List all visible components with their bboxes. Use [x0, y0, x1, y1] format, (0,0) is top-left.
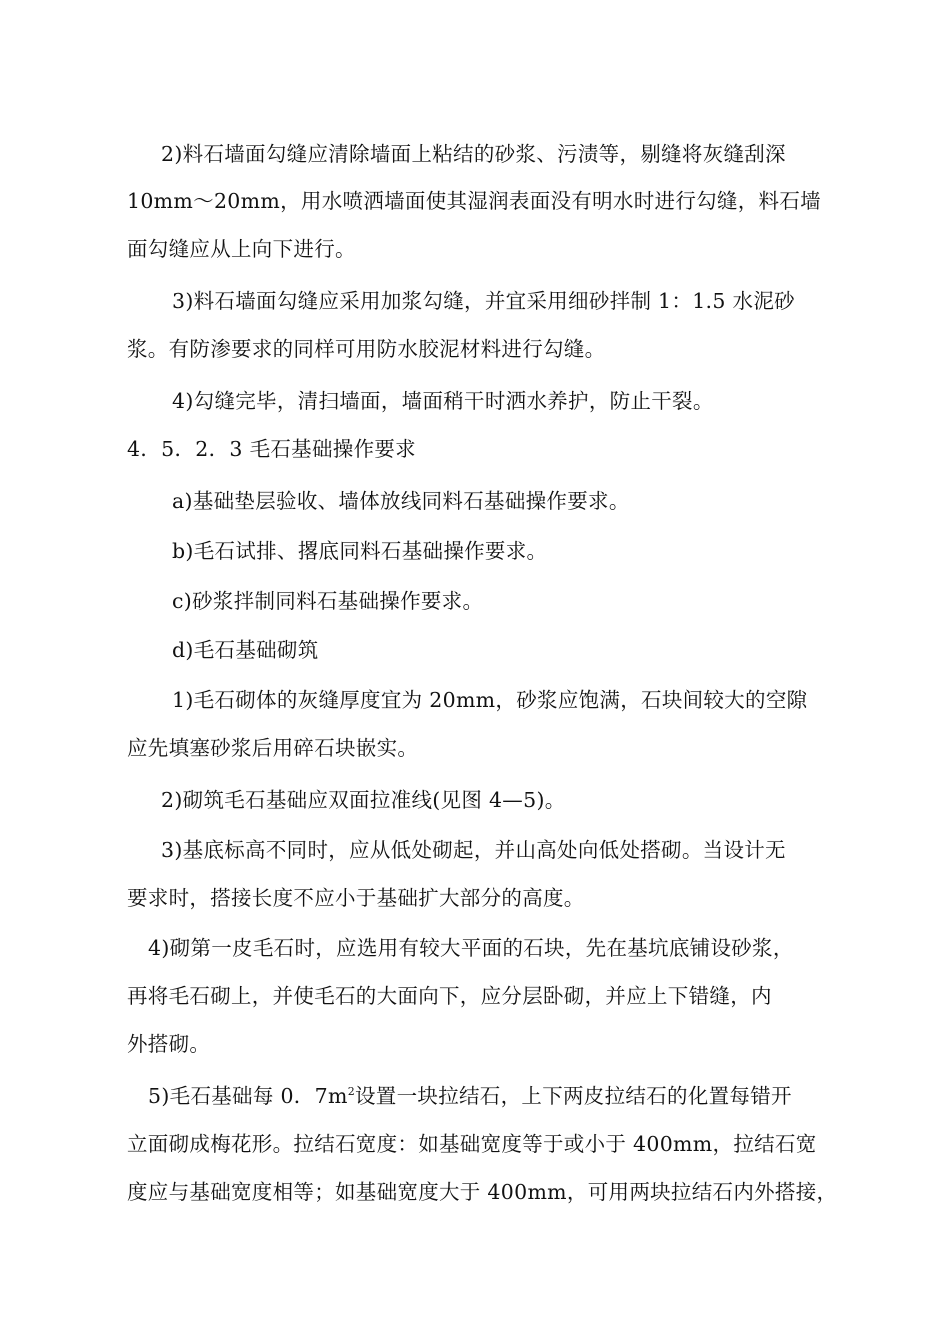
paragraph-line: 外搭砌。 [127, 1032, 211, 1056]
paragraph-line: 3)基底标高不同时，应从低处砌起，并山高处向低处搭砌。当设计无 [161, 838, 786, 862]
text-segment: 5)毛石基础每 0．7m [148, 1084, 348, 1108]
paragraph-line: 10mm～20mm，用水喷洒墙面使其湿润表面没有明水时进行勾缝，料石墙 [127, 189, 821, 213]
paragraph-line: 要求时，搭接长度不应小于基础扩大部分的高度。 [127, 886, 585, 910]
list-item: d)毛石基础砌筑 [172, 638, 319, 662]
paragraph-line: 4)砌第一皮毛石时，应选用有较大平面的石块，先在基坑底铺设砂浆， [148, 936, 794, 960]
paragraph-line: 2)料石墙面勾缝应清除墙面上粘结的砂浆、污渍等，剔缝将灰缝刮深 [161, 142, 786, 166]
superscript: 2 [347, 1085, 355, 1098]
paragraph-line [148, 1082, 792, 1110]
paragraph-line: 再将毛石砌上，并使毛石的大面向下，应分层卧砌，并应上下错缝，内 [127, 984, 772, 1008]
paragraph-line: 浆。有防渗要求的同样可用防水胶泥材料进行勾缝。 [127, 337, 606, 361]
list-item: a)基础垫层验收、墙体放线同料石基础操作要求。 [172, 489, 630, 513]
paragraph-line: 度应与基础宽度相等；如基础宽度大于 400mm，可用两块拉结石内外搭接， [127, 1180, 838, 1204]
paragraph-line: 立面砌成梅花形。拉结石宽度：如基础宽度等于或小于 400mm，拉结石宽 [127, 1132, 817, 1156]
paragraph-line: 4)勾缝完毕，清扫墙面，墙面稍干时洒水养护，防止干裂。 [172, 389, 714, 413]
paragraph-line: 应先填塞砂浆后用碎石块嵌实。 [127, 736, 419, 760]
paragraph-line: 2)砌筑毛石基础应双面拉准线(见图 4—5)。 [161, 788, 566, 812]
paragraph-line: 面勾缝应从上向下进行。 [127, 237, 356, 261]
list-item: b)毛石试排、撂底同料石基础操作要求。 [172, 539, 548, 563]
section-heading: 4．5．2．3 毛石基础操作要求 [127, 437, 416, 461]
paragraph-line: 3)料石墙面勾缝应采用加浆勾缝，并宜采用细砂拌制 1：1.5 水泥砂 [172, 289, 795, 313]
list-item: c)砂浆拌制同料石基础操作要求。 [172, 589, 484, 613]
paragraph-line: 1)毛石砌体的灰缝厚度宜为 20mm，砂浆应饱满，石块间较大的空隙 [172, 688, 808, 712]
text-segment: 设置一块拉结石，上下两皮拉结石的化置每错开 [355, 1084, 792, 1108]
